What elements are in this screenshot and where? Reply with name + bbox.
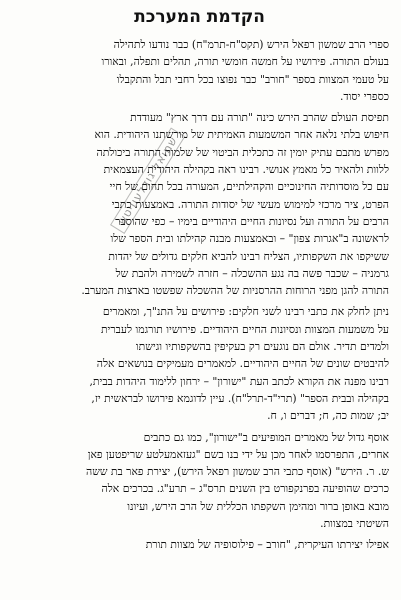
text-line: ששיקפו את השקפותיו, הצליח רבינו להביא חלקים גדולים של יהדות bbox=[108, 249, 389, 263]
text-line: על משמעות המצוות ונסיונות החיים היהודיים. פירושיו תורגמו לעברית bbox=[100, 322, 389, 336]
text-line: אחרים, התפרסמו לאחר מכן על ידי בנו בשם "געזאמעלטע שריפטען פאן bbox=[87, 447, 389, 461]
text-line: רבינו מפנה את הקורא לכתב העת "ישורון" – ירחון ללימוד היהדות בבית, bbox=[89, 374, 389, 388]
text-line: ש. ר. הירש" (אוסף כתבי הרב שמשון רפאל הירש), יצירת פאר בת ששה bbox=[85, 465, 389, 479]
text-line: ספרי הרב שמשון רפאל הירש (תקס"ח-תרמ"ח) כבר נודעו לתהילה bbox=[113, 38, 389, 51]
paragraph-1 bbox=[10, 36, 389, 105]
text-line: כספרי יסוד. bbox=[339, 89, 389, 103]
text-line: כרכים שהופיעה בפרנקפורט בין השנים תרס"ג – תרע"ג. בכרכים אלה bbox=[101, 482, 389, 496]
text-line: ולמדים תדיר. אולם הם נוגעים רק בעקיפין בהשקפותיו וגישתו bbox=[135, 340, 389, 354]
text-line: לראשונה ב"אגרות צפון" – ובאמצעות מבנה קהילתו ובית הספר שלו bbox=[110, 232, 389, 246]
text-line: הרבים על התורה ועל נסיונות החיים היהודיים בימיו – כפי שהוסבר bbox=[115, 214, 389, 228]
text-line: השיטתי במצוות. bbox=[320, 517, 389, 531]
text-line: על טעמי המצוות בספר "חורב" כבר נפוצו בכל רחבי תבל והתקבלו bbox=[116, 72, 389, 86]
text-line: חיפוש בלתי נלאה אחר המשמעות האמיתית של מורשתנו היהודית. הוא bbox=[94, 128, 389, 142]
paragraph-3 bbox=[10, 303, 389, 424]
text-line: בקהילה ובבית הספר" (תרי"ד-תרל"ח). עיין לדוגמא פירושו לבראשית יז, bbox=[91, 391, 389, 405]
text-line: מפרש מתבם עתיק יומין זה כתכלית הביטוי של שלמות התורה ביכולתה bbox=[96, 145, 389, 159]
library-stamp: שמואל גודלעוויטש bbox=[110, 127, 186, 234]
paragraph-2 bbox=[10, 109, 389, 299]
text-line: ניתן לחלק את כתבי רבינו לשני חלקים: פירושים על התנ"ך, ומאמרים bbox=[102, 305, 389, 319]
text-line: ללוות ולהאיר כל מאמץ אנושי. רבינו ראה בקהילה היהודית העצמאית bbox=[103, 163, 389, 177]
text-line: תפיסת העולם שהרב הירש כינה "תורה עם דרך ארץ" מעודדת bbox=[130, 111, 389, 125]
text-line: הפרט, ציר מרכזי למימוש מעשי של יסודות התורה. באמצעות כתבי bbox=[111, 197, 389, 211]
text-line: אפילו יצירתו העיקרית, "חורב – פילוסופיה של מצוות תורת bbox=[145, 538, 389, 552]
text-line: עם כל מוסדותיה החינוכיים והקהילתיים, המעורה בכל תחום של חיי bbox=[109, 180, 389, 194]
paragraph-4 bbox=[10, 429, 389, 533]
text-line: יב; שמות כה, ח; דברים ו, ח. bbox=[267, 409, 389, 423]
text-line: התורה להגן מפני הרוחות ההרסניות של ההשכלה שפשטו בארצות המערב. bbox=[81, 284, 389, 298]
text-line: בעולם התורה. פירושיו על חמשה חומשי תורה, תהלים ותפלה, ובאורו bbox=[101, 55, 389, 69]
text-line: מובא באופן ברור ומהימן השקפתו הכללית של הרב הירש, ועיונו bbox=[127, 499, 389, 513]
text-line: אוסף גדול של מאמרים המופיעים ב"ישורון", כמו גם כתבים bbox=[143, 430, 389, 444]
page-title: הקדמת המערכת bbox=[134, 7, 265, 27]
text-line: גרמניה – שכבר פשה בה נגע ההשכלה – חזרה לשמירה ולהבת של bbox=[115, 266, 389, 280]
text-line: להיבטים שונים של החיים היהודיים. למאמרים מעמיקים בנושאים אלה bbox=[96, 357, 389, 371]
paragraph-5 bbox=[10, 536, 389, 553]
